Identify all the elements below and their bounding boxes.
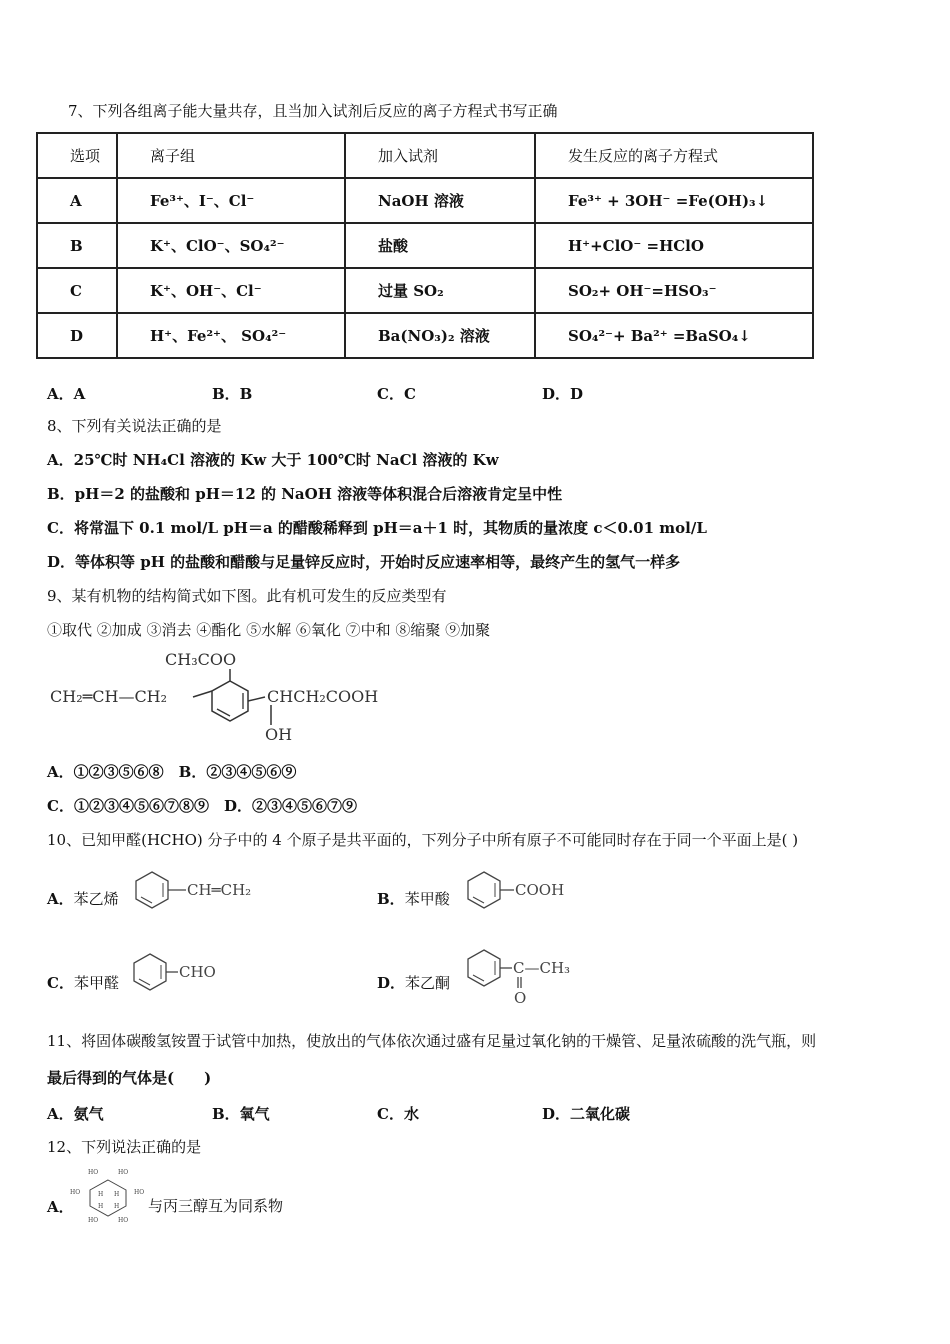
header-option: 选项 [37,133,117,178]
q11-option-b[interactable]: B．氧气 [212,1105,270,1123]
svg-text:HO: HO [118,1217,129,1224]
q9-options-cd[interactable]: C．①②③④⑤⑥⑦⑧⑨ D．②③④⑤⑥⑦⑨ [47,797,357,815]
q10-option-b[interactable] [377,888,450,909]
svg-text:H: H [98,1191,104,1198]
option-name: 苯乙酮 [405,974,451,992]
substituent-label: CH═CH₂ [187,881,252,899]
q10-b-structure [462,866,582,922]
q9-structure-diagram [45,645,390,747]
q12-option-a-text: 与丙三醇互为同系物 [148,1197,284,1215]
table-header-row [37,133,813,178]
row-option: D [37,313,117,358]
header-equation: 发生反应的离子方程式 [535,133,813,178]
q10-stem: 10、已知甲醛(HCHO) 分子中的 4 个原子是共平面的，下列分子中所有原子不可能同时存在于同一个平面上是( ) [47,831,799,849]
q11-option-a[interactable]: A．氨气 [47,1105,104,1123]
svg-text:HO: HO [118,1169,129,1176]
option-label: C． [47,974,74,992]
header-ions: 离子组 [117,133,345,178]
cyclohexane-ring-icon [90,1180,126,1216]
row-equation: Fe³⁺ + 3OH⁻ =Fe(OH)₃↓ [535,178,813,223]
q10-option-c[interactable] [47,972,119,993]
q10-d-structure [462,944,582,1008]
substituent-label: CHO [179,963,216,981]
row-equation: SO₂+ OH⁻=HSO₃⁻ [535,268,813,313]
row-equation: SO₄²⁻+ Ba²⁺ =BaSO₄↓ [535,313,813,358]
svg-text:HO: HO [134,1189,145,1196]
q7-choice-c[interactable]: C．C [377,385,416,403]
row-option: B [37,223,117,268]
row-option: C [37,268,117,313]
q7-choice-b[interactable]: B．B [212,385,253,403]
row-reagent: NaOH 溶液 [345,178,535,223]
option-name: 苯甲酸 [404,890,450,908]
q7-choice-d[interactable]: D．D [542,385,584,403]
q10-option-a[interactable] [47,888,119,909]
row-ions: K⁺、OH⁻、Cl⁻ [117,268,345,313]
svg-text:H: H [98,1203,104,1210]
q10-option-d[interactable] [377,972,450,993]
q9-reaction-types: ①取代 ②加成 ③消去 ④酯化 ⑤水解 ⑥氧化 ⑦中和 ⑧缩聚 ⑨加聚 [47,621,491,639]
option-name: 苯乙烯 [73,890,119,908]
option-label: B． [377,890,405,908]
q7-choice-a[interactable]: A．A [47,385,86,403]
q9-stem: 9、某有机物的结构简式如下图。此有机可发生的反应类型有 [47,587,447,605]
option-name: 苯甲醛 [73,974,119,992]
q12-stem: 12、下列说法正确的是 [47,1138,202,1156]
header-reagent: 加入试剂 [345,133,535,178]
q12-inositol-structure [68,1166,148,1224]
q10-a-structure [130,866,270,922]
row-option: A [37,178,117,223]
row-reagent: 过量 SO₂ [345,268,535,313]
table-row [37,223,813,268]
table-row [37,178,813,223]
q11-stem-line2: 最后得到的气体是( ) [47,1069,212,1087]
row-reagent: Ba(NO₃)₂ 溶液 [345,313,535,358]
svg-text:H: H [114,1203,120,1210]
q8-option-b[interactable]: B．pH＝2 的盐酸和 pH＝12 的 NaOH 溶液等体积混合后溶液肯定呈中性 [47,485,563,503]
q8-option-d[interactable]: D．等体积等 pH 的盐酸和醋酸与足量锌反应时，开始时反应速率相等，最终产生的氢气一样多 [47,553,681,571]
q11-stem-line1: 11、将固体碳酸氢铵置于试管中加热，使放出的气体依次通过盛有足量过氧化钠的干燥管、足量浓硫酸的洗气瓶，则 [47,1032,817,1050]
row-ions: Fe³⁺、I⁻、Cl⁻ [117,178,345,223]
q8-option-a[interactable]: A．25℃时 NH₄Cl 溶液的 Kw 大于 100℃时 NaCl 溶液的 Kw [47,451,499,469]
svg-text:HO: HO [88,1169,99,1176]
q10-c-structure [128,948,238,1004]
table-row [37,268,813,313]
row-ions: H⁺、Fe²⁺、 SO₄²⁻ [117,313,345,358]
svg-text:H: H [114,1191,120,1198]
q12-option-a-label[interactable]: A． [47,1198,74,1216]
row-ions: K⁺、ClO⁻、SO₄²⁻ [117,223,345,268]
q11-option-d[interactable]: D．二氧化碳 [542,1105,631,1123]
table-row [37,313,813,358]
structure-label-chain: CH₂═CH—CH₂ [50,687,168,706]
option-label: A． [47,890,74,908]
row-reagent: 盐酸 [345,223,535,268]
option-label: D． [377,974,406,992]
q9-options-ab[interactable]: A．①②③⑤⑥⑧ B．②③④⑤⑥⑨ [47,763,297,781]
substituent-label: COOH [515,881,565,899]
q7-stem: 7、下列各组离子能大量共存，且当加入试剂后反应的离子方程式书写正确 [68,102,558,120]
structure-label-top: CH₃COO [165,650,237,669]
oxygen-label: O [514,989,527,1007]
structure-label-side: CHCH₂COOH [267,687,379,706]
structure-label-oh: OH [265,725,293,744]
svg-text:HO: HO [88,1217,99,1224]
q11-option-c[interactable]: C．水 [377,1105,419,1123]
row-equation: H⁺+ClO⁻ =HClO [535,223,813,268]
substituent-label: C—CH₃ [513,959,571,977]
svg-text:HO: HO [70,1189,81,1196]
q8-option-c[interactable]: C．将常温下 0.1 mol/L pH＝a 的醋酸稀释到 pH＝a＋1 时，其物质的量浓度 c＜0.01 mol/L [47,519,707,537]
q7-table [36,132,814,359]
q8-stem: 8、下列有关说法正确的是 [47,417,222,435]
